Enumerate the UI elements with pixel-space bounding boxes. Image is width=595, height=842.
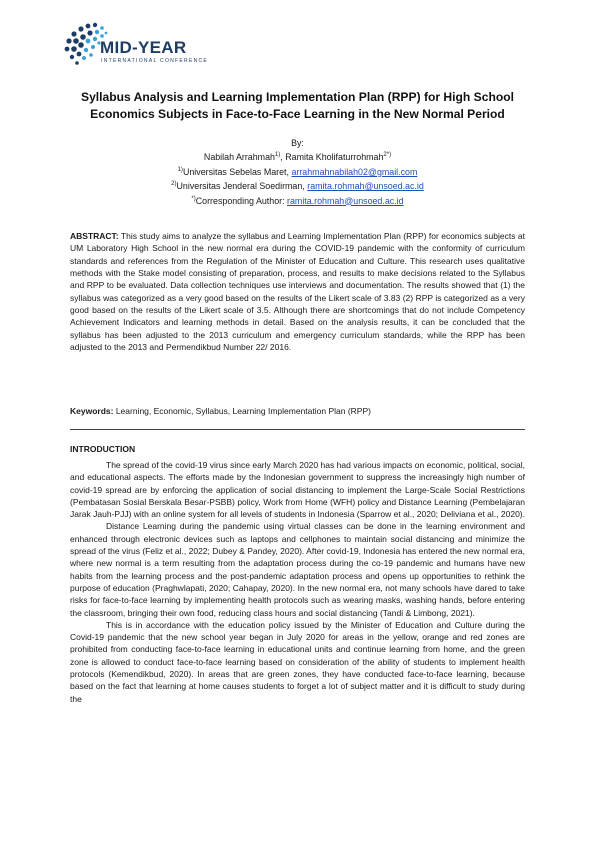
author-1: Nabilah Arrahmah (203, 152, 275, 163)
logo-name: MID-YEAR (100, 38, 187, 57)
keywords-text: Learning, Economic, Syllabus, Learning Implementation Plan (RPP) (113, 406, 371, 416)
affiliation-2: $^{2)}$Universitas Jenderal Soedirman, ramita.rohmah@unsoed.ac.id (171, 181, 424, 192)
section-divider (70, 429, 525, 430)
paragraph: This is in accordance with the education policy issued by the Minister of Education and Culture during the Covid-19 pandemic that the new school year began in July 2020 for areas in the yellow, orange and red zones are prohibited from conducting face-to-face learning in educational units and continue learning from home, and the green zone is allowed to conduct face-to-face learning based on consideration of the ability of students to implement health protocols (Kemendikbud, 2020). In areas that are green zones, they have conducted face-to-face learning, because based on the fact that learning at home causes students to forget a lot of subject matter and it is difficult to study during the (70, 619, 525, 704)
author-1-sup: 1) (274, 152, 281, 159)
keywords (70, 406, 525, 416)
email-link-corresponding[interactable]: ramita.rohmah@unsoed.ac.id (287, 195, 404, 206)
abstract (70, 230, 525, 353)
paragraph: Distance Learning during the pandemic using virtual classes can be done in the learning environment and enhanced through electronic devices such as laptops and cellphones to maintain social distancing and minimize the spread of the virus (Feliz et al., 2022; Dubey & Pandey, 2020). After covid-19, Indonesia has entered the new normal era, where new normal is a term resulting from the adaptation process during the co-19 pandemic and humans have new habits from the learning process and the post-pandemic adaptation process and opens up opportunities to rethink the purpose of education (Praghwlapati, 2020; Cahapay, 2020). In the new normal era, not many schools have dared to take risks for face-to-face learning by implementing health protocols such as wearing masks, washing hands, before entering the classroom, bringing their own food, reducing class hours and social distancing (Tandi & Limbong, 2021). (70, 521, 525, 618)
affiliation-1: $^{1)}$Universitas Sebelas Maret, arrahmahnabilah02@gmail.com (177, 166, 418, 177)
logo-subtitle: INTERNATIONAL CONFERENCE (101, 58, 209, 64)
paper-title: Syllabus Analysis and Learning Implementation Plan (RPP) for High School Economics Subjects in Face-to-Face Learning in the New Normal Period (81, 90, 514, 121)
author-2-sup: 2*) (383, 152, 392, 159)
abstract-text: This study aims to analyze the syllabus and Learning Implementation Plan (RPP) for economics subjects at UM Laboratory High School in the new normal era during the COVID-19 pandemic with the conformity of curriculum standards and references from the Regulation of the Minister of Education and Culture. This research uses qualitative methods with the Stake model consisting of preparation, process, and results to make decisions related to the Syllabus and RPP to be evaluated. Data collection techniques use interviews and documentation. The results showed that (1) the syllabus was categorized as a very good based on the results of the Likert scale of 3.83 (2) RPP is categorized as a very good based on the results of the Likert scale of 3.5. Although there are shortcomings that do not include Competency Achievement Indicators and learning methods in detail. Based on the analysis results, it can be concluded that the syllabus has been adjusted to the 2013 curriculum and emergency curriculum standards, while the RPP has been adjusted to the 2013 and Permendikbud Number 22/ 2016. (70, 231, 525, 353)
email-link-2[interactable]: ramita.rohmah@unsoed.ac.id (307, 181, 424, 192)
keywords-label: Keywords: (70, 406, 114, 416)
corresponding-author: *)Corresponding Author: ramita.rohmah@unsoed.ac.id (191, 195, 404, 206)
author-2: Ramita Kholifaturrohmah (285, 152, 384, 163)
introduction-heading: INTRODUCTION (70, 444, 136, 454)
author-block (60, 137, 535, 207)
email-link-1[interactable]: arrahmahnabilah02@gmail.com (291, 166, 418, 177)
by-label: By: (291, 138, 304, 148)
abstract-label: ABSTRACT: (70, 231, 119, 241)
author-names: Nabilah Arrahmah$^{1)}$, Ramita Kholifaturrohmah$^{2*)}$ (203, 152, 392, 163)
introduction-body (70, 459, 525, 705)
paragraph: The spread of the covid-19 virus since early March 2020 has had various impacts on economic, political, social, and educational aspects. The efforts made by the Indonesian government to suppress the increasingly high number of covid-19 spread are by enforcing the application of social distancing to implement the Large-Scale Social Restrictions (Pembatasan Sosial Berskala Besar-PSBB) policy, Work from Home (WFH) policy and Distance Learning (Pembelajaran Jarak Jauh-PJJ) with an online system for all levels of students in Indonesia (Sparrow et al., 2020; Deliviana et al., 2020). (70, 460, 525, 520)
